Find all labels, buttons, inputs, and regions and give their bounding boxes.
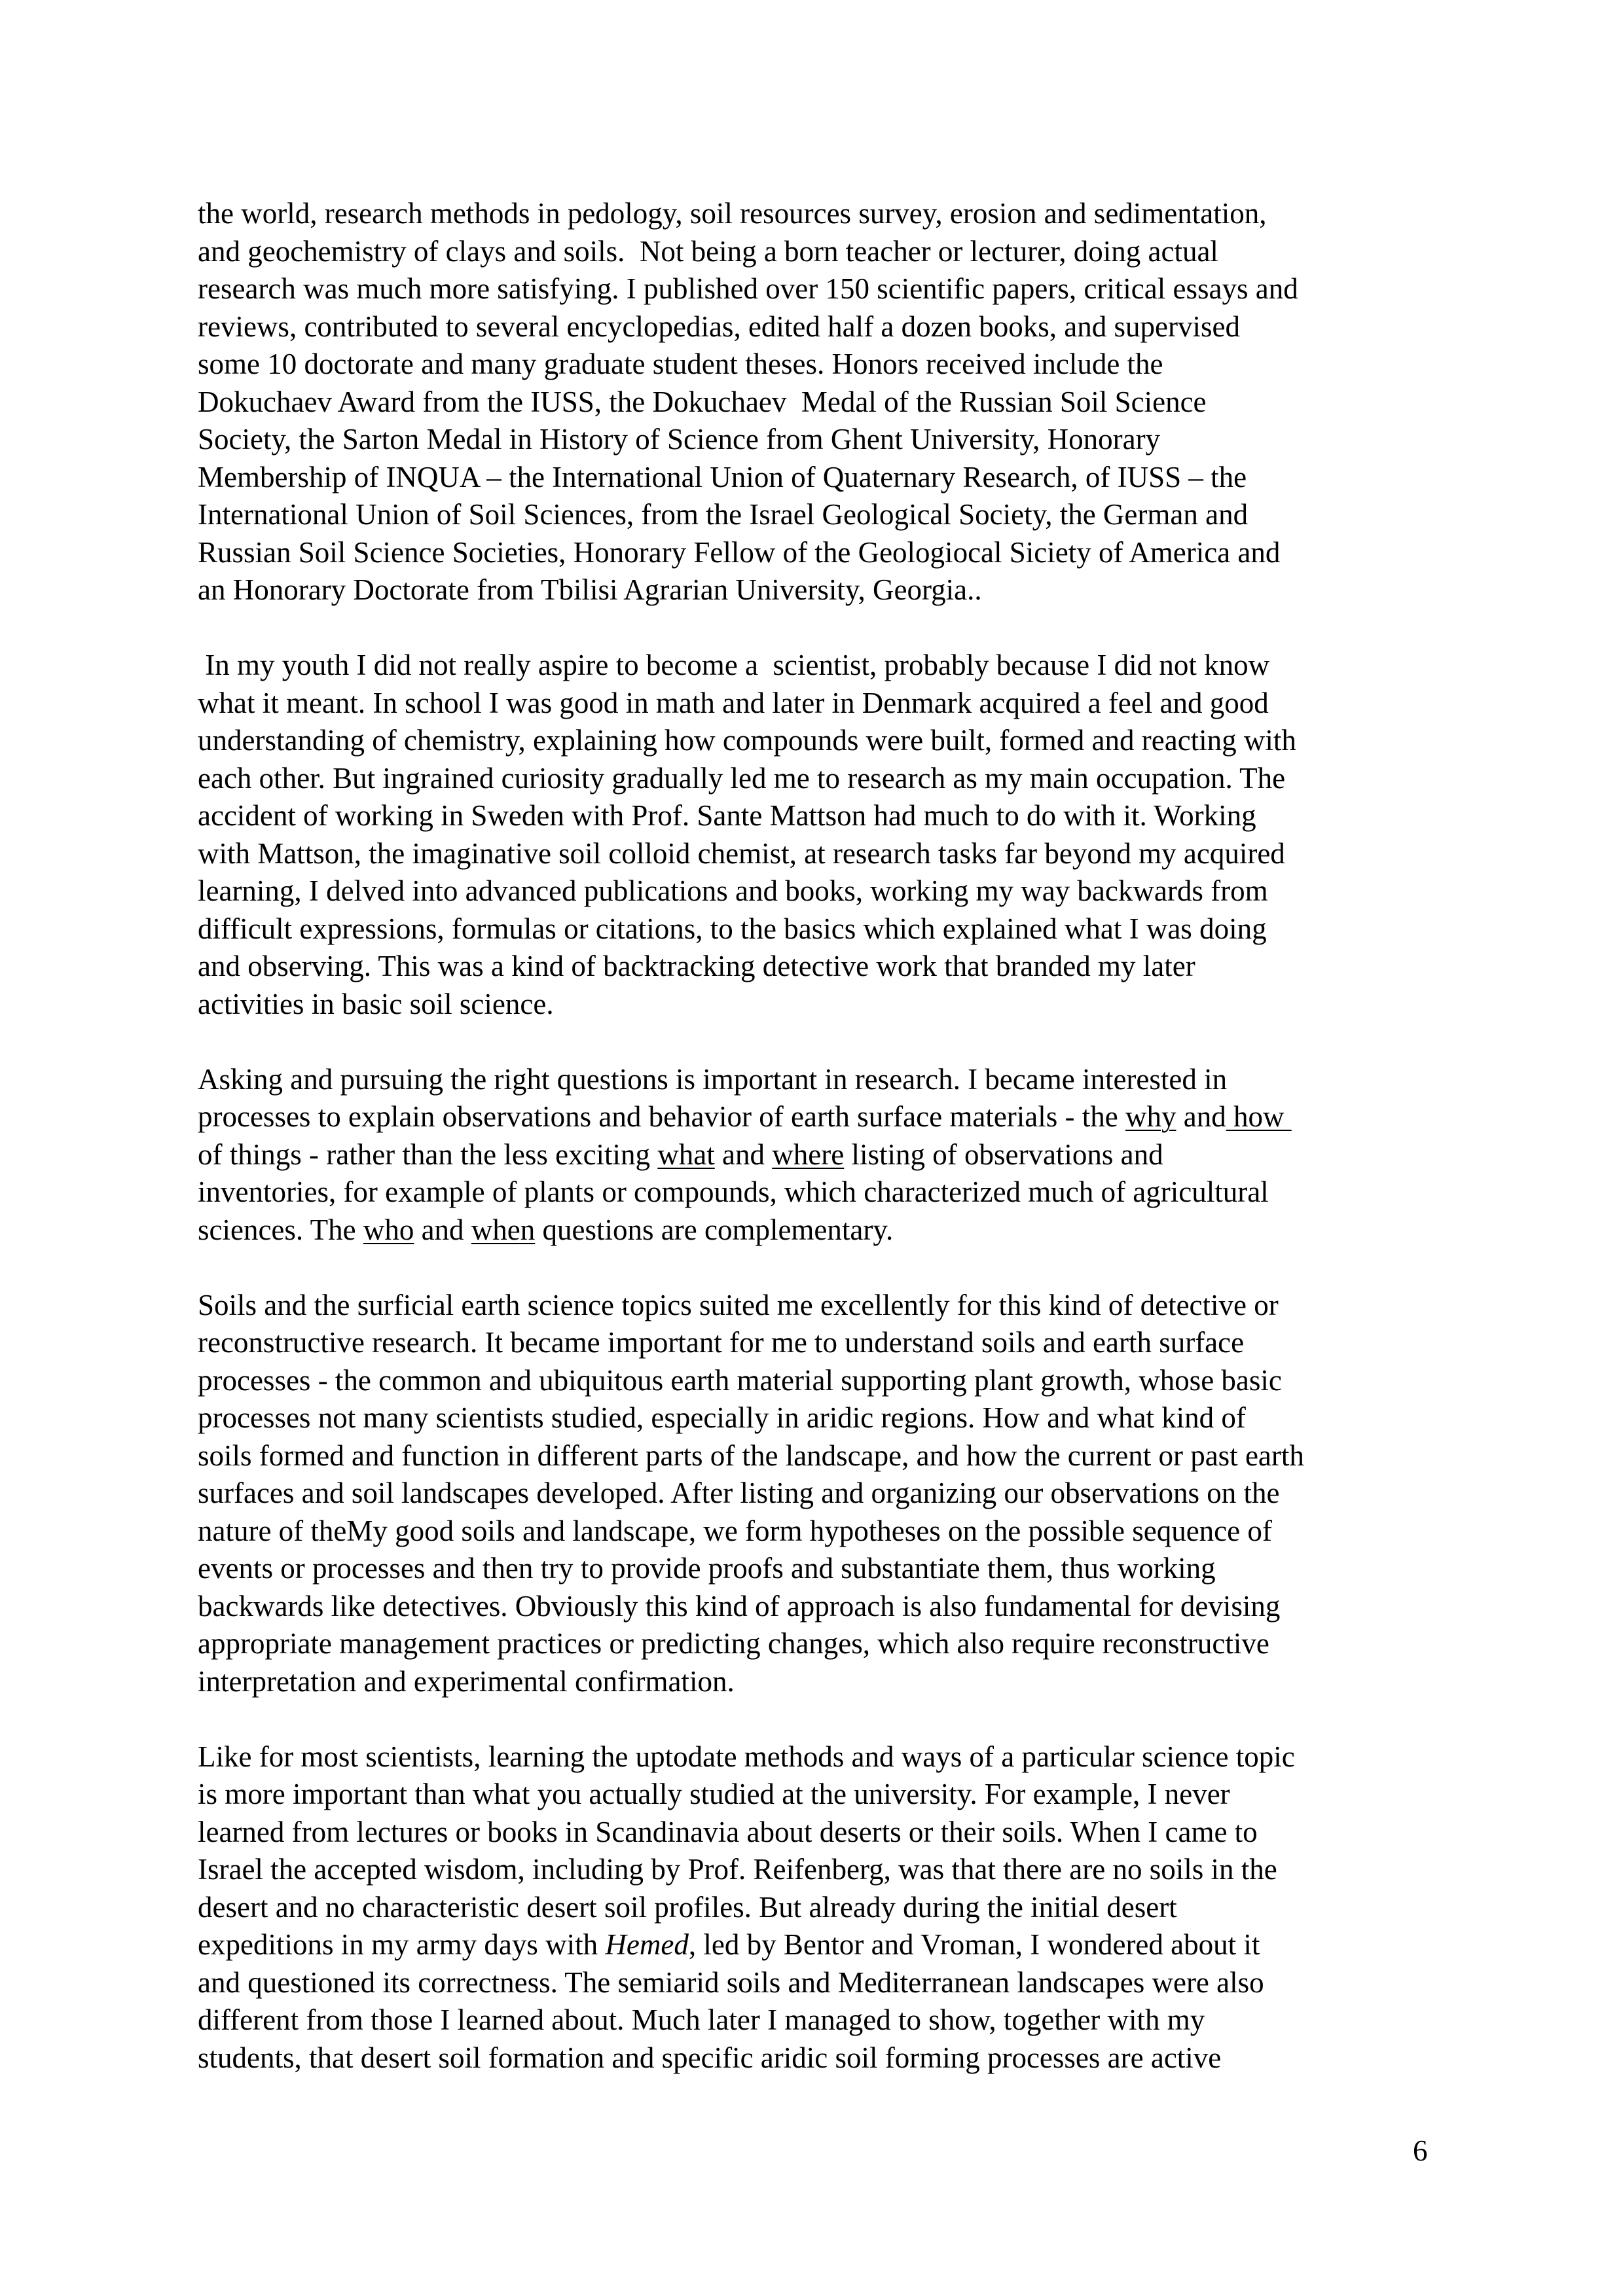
text-segment: , led by Bentor and Vroman, I wondered about it <box>688 1928 1260 1961</box>
text-line: accident of working in Sweden with Prof. Sante Mattson had much to do with it. Working <box>198 799 1256 832</box>
text-segment: processes to explain observations and behavior of earth surface materials - the <box>198 1100 1125 1133</box>
text-segment: inventories, for example of plants or compounds, which characterized much of agricultural <box>198 1175 1269 1208</box>
text-line <box>198 1851 1442 1889</box>
text-line: learning, I delved into advanced publications and books, working my way backwards from <box>198 874 1268 907</box>
text-line: nature of theMy good soils and landscape, we form hypotheses on the possible sequence of <box>198 1514 1272 1547</box>
text-line <box>198 1136 1442 1174</box>
text-line: research was much more satisfying. I published over 150 scientific papers, critical essays and <box>198 272 1298 305</box>
text-line <box>198 1889 1442 1927</box>
text-line: In my youth I did not really aspire to become a scientist, probably because I did not know <box>198 649 1270 681</box>
text-line: with Mattson, the imaginative soil colloid chemist, at research tasks far beyond my acquired <box>198 836 1285 870</box>
text-line: the world, research methods in pedology, soil resources survey, erosion and sedimentation, <box>198 197 1267 230</box>
paragraph <box>198 195 1442 609</box>
text-line <box>198 1814 1442 1852</box>
text-line: Dokuchaev Award from the IUSS, the Dokuchaev Medal of the Russian Soil Science <box>198 385 1207 418</box>
text-segment: sciences. The <box>198 1213 363 1246</box>
underlined-word: why <box>1125 1100 1176 1133</box>
text-line: an Honorary Doctorate from Tbilisi Agrarian University, Georgia.. <box>198 573 982 606</box>
text-segment: questions are complementary. <box>535 1213 894 1246</box>
text-line <box>198 1926 1442 1964</box>
page-number: 6 <box>1413 2134 1428 2167</box>
paragraph <box>198 1738 1442 2077</box>
text-line <box>198 1964 1442 2002</box>
text-segment: Asking and pursuing the right questions is important in research. I became interested in <box>198 1062 1228 1096</box>
text-line: what it meant. In school I was good in math and later in Denmark acquired a feel and good <box>198 686 1269 719</box>
text-segment: and <box>414 1213 471 1246</box>
text-line: Membership of INQUA – the International Union of Quaternary Research, of IUSS – the <box>198 460 1247 493</box>
body-text <box>198 195 1442 2115</box>
text-line <box>198 2001 1442 2039</box>
text-segment: and <box>714 1138 773 1171</box>
text-line: Russian Soil Science Societies, Honorary Fellow of the Geologiocal Siciety of America and <box>198 535 1281 569</box>
text-line <box>198 1098 1442 1136</box>
underlined-word: when <box>471 1213 536 1246</box>
underlined-word: what <box>657 1138 715 1171</box>
text-line: Society, the Sarton Medal in History of Science from Ghent University, Honorary <box>198 423 1161 456</box>
text-line <box>198 1738 1442 1776</box>
text-line: events or processes and then try to provide proofs and substantiate them, thus working <box>198 1552 1216 1585</box>
text-segment: learned from lectures or books in Scandinavia about deserts or their soils. When I came to <box>198 1815 1258 1848</box>
text-line: processes - the common and ubiquitous earth material supporting plant growth, whose basic <box>198 1363 1282 1397</box>
text-segment: and questioned its correctness. The semiarid soils and Mediterranean landscapes were also <box>198 1965 1264 1999</box>
paragraph <box>198 1287 1442 1701</box>
text-segment: of things - rather than the less exciting <box>198 1138 658 1171</box>
text-segment: is more important than what you actually studied at the university. For example, I never <box>198 1778 1230 1810</box>
text-line: appropriate management practices or predicting changes, which also require reconstructive <box>198 1627 1269 1660</box>
text-segment: students, that desert soil formation and specific aridic soil forming processes are active <box>198 2041 1222 2074</box>
text-segment: desert and no characteristic desert soil profiles. But already during the initial desert <box>198 1890 1177 1924</box>
underlined-word: who <box>363 1213 414 1246</box>
text-line: surfaces and soil landscapes developed. After listing and organizing our observations on the <box>198 1477 1280 1509</box>
italic-word: Hemed <box>605 1928 689 1961</box>
text-line: understanding of chemistry, explaining how compounds were built, formed and reacting with <box>198 724 1296 757</box>
text-segment: Israel the accepted wisdom, including by Prof. Reifenberg, was that there are no soils in the <box>198 1853 1277 1886</box>
text-line: some 10 doctorate and many graduate student theses. Honors received include the <box>198 348 1163 380</box>
text-line: processes not many scientists studied, especially in aridic regions. How and what kind of <box>198 1401 1246 1434</box>
text-line: and geochemistry of clays and soils. Not being a born teacher or lecturer, doing actual <box>198 234 1218 268</box>
text-segment: Like for most scientists, learning the uptodate methods and ways of a particular science topic <box>198 1740 1295 1773</box>
underlined-word: how <box>1226 1100 1292 1133</box>
paragraph <box>198 1061 1442 1249</box>
text-line: International Union of Soil Sciences, from the Israel Geological Society, the German and <box>198 498 1249 531</box>
text-segment: expeditions in my army days with <box>198 1928 606 1961</box>
text-line: reconstructive research. It became important for me to understand soils and earth surface <box>198 1326 1245 1359</box>
text-line <box>198 1211 1442 1249</box>
text-segment: listing of observations and <box>844 1138 1163 1171</box>
text-line <box>198 2039 1442 2077</box>
text-line: Soils and the surficial earth science topics suited me excellently for this kind of detective or <box>198 1288 1279 1321</box>
text-line: reviews, contributed to several encyclopedias, edited half a dozen books, and supervised <box>198 310 1240 343</box>
paragraph <box>198 647 1442 1023</box>
text-line: backwards like detectives. Obviously this kind of approach is also fundamental for devising <box>198 1589 1281 1623</box>
text-line <box>198 1061 1442 1099</box>
text-line <box>198 1776 1442 1814</box>
text-line: soils formed and function in different parts of the landscape, and how the current or past earth <box>198 1439 1304 1472</box>
text-line: activities in basic soil science. <box>198 987 554 1020</box>
underlined-word: where <box>772 1138 845 1171</box>
text-line: each other. But ingrained curiosity gradually led me to research as my main occupation. The <box>198 761 1286 795</box>
text-line <box>198 1174 1442 1211</box>
text-line: difficult expressions, formulas or citations, to the basics which explained what I was doing <box>198 912 1267 945</box>
text-line: interpretation and experimental confirmation. <box>198 1664 735 1698</box>
text-segment: and <box>1176 1100 1226 1133</box>
text-segment: different from those I learned about. Much later I managed to show, together with my <box>198 2003 1205 2036</box>
text-line: and observing. This was a kind of backtracking detective work that branded my later <box>198 950 1195 982</box>
